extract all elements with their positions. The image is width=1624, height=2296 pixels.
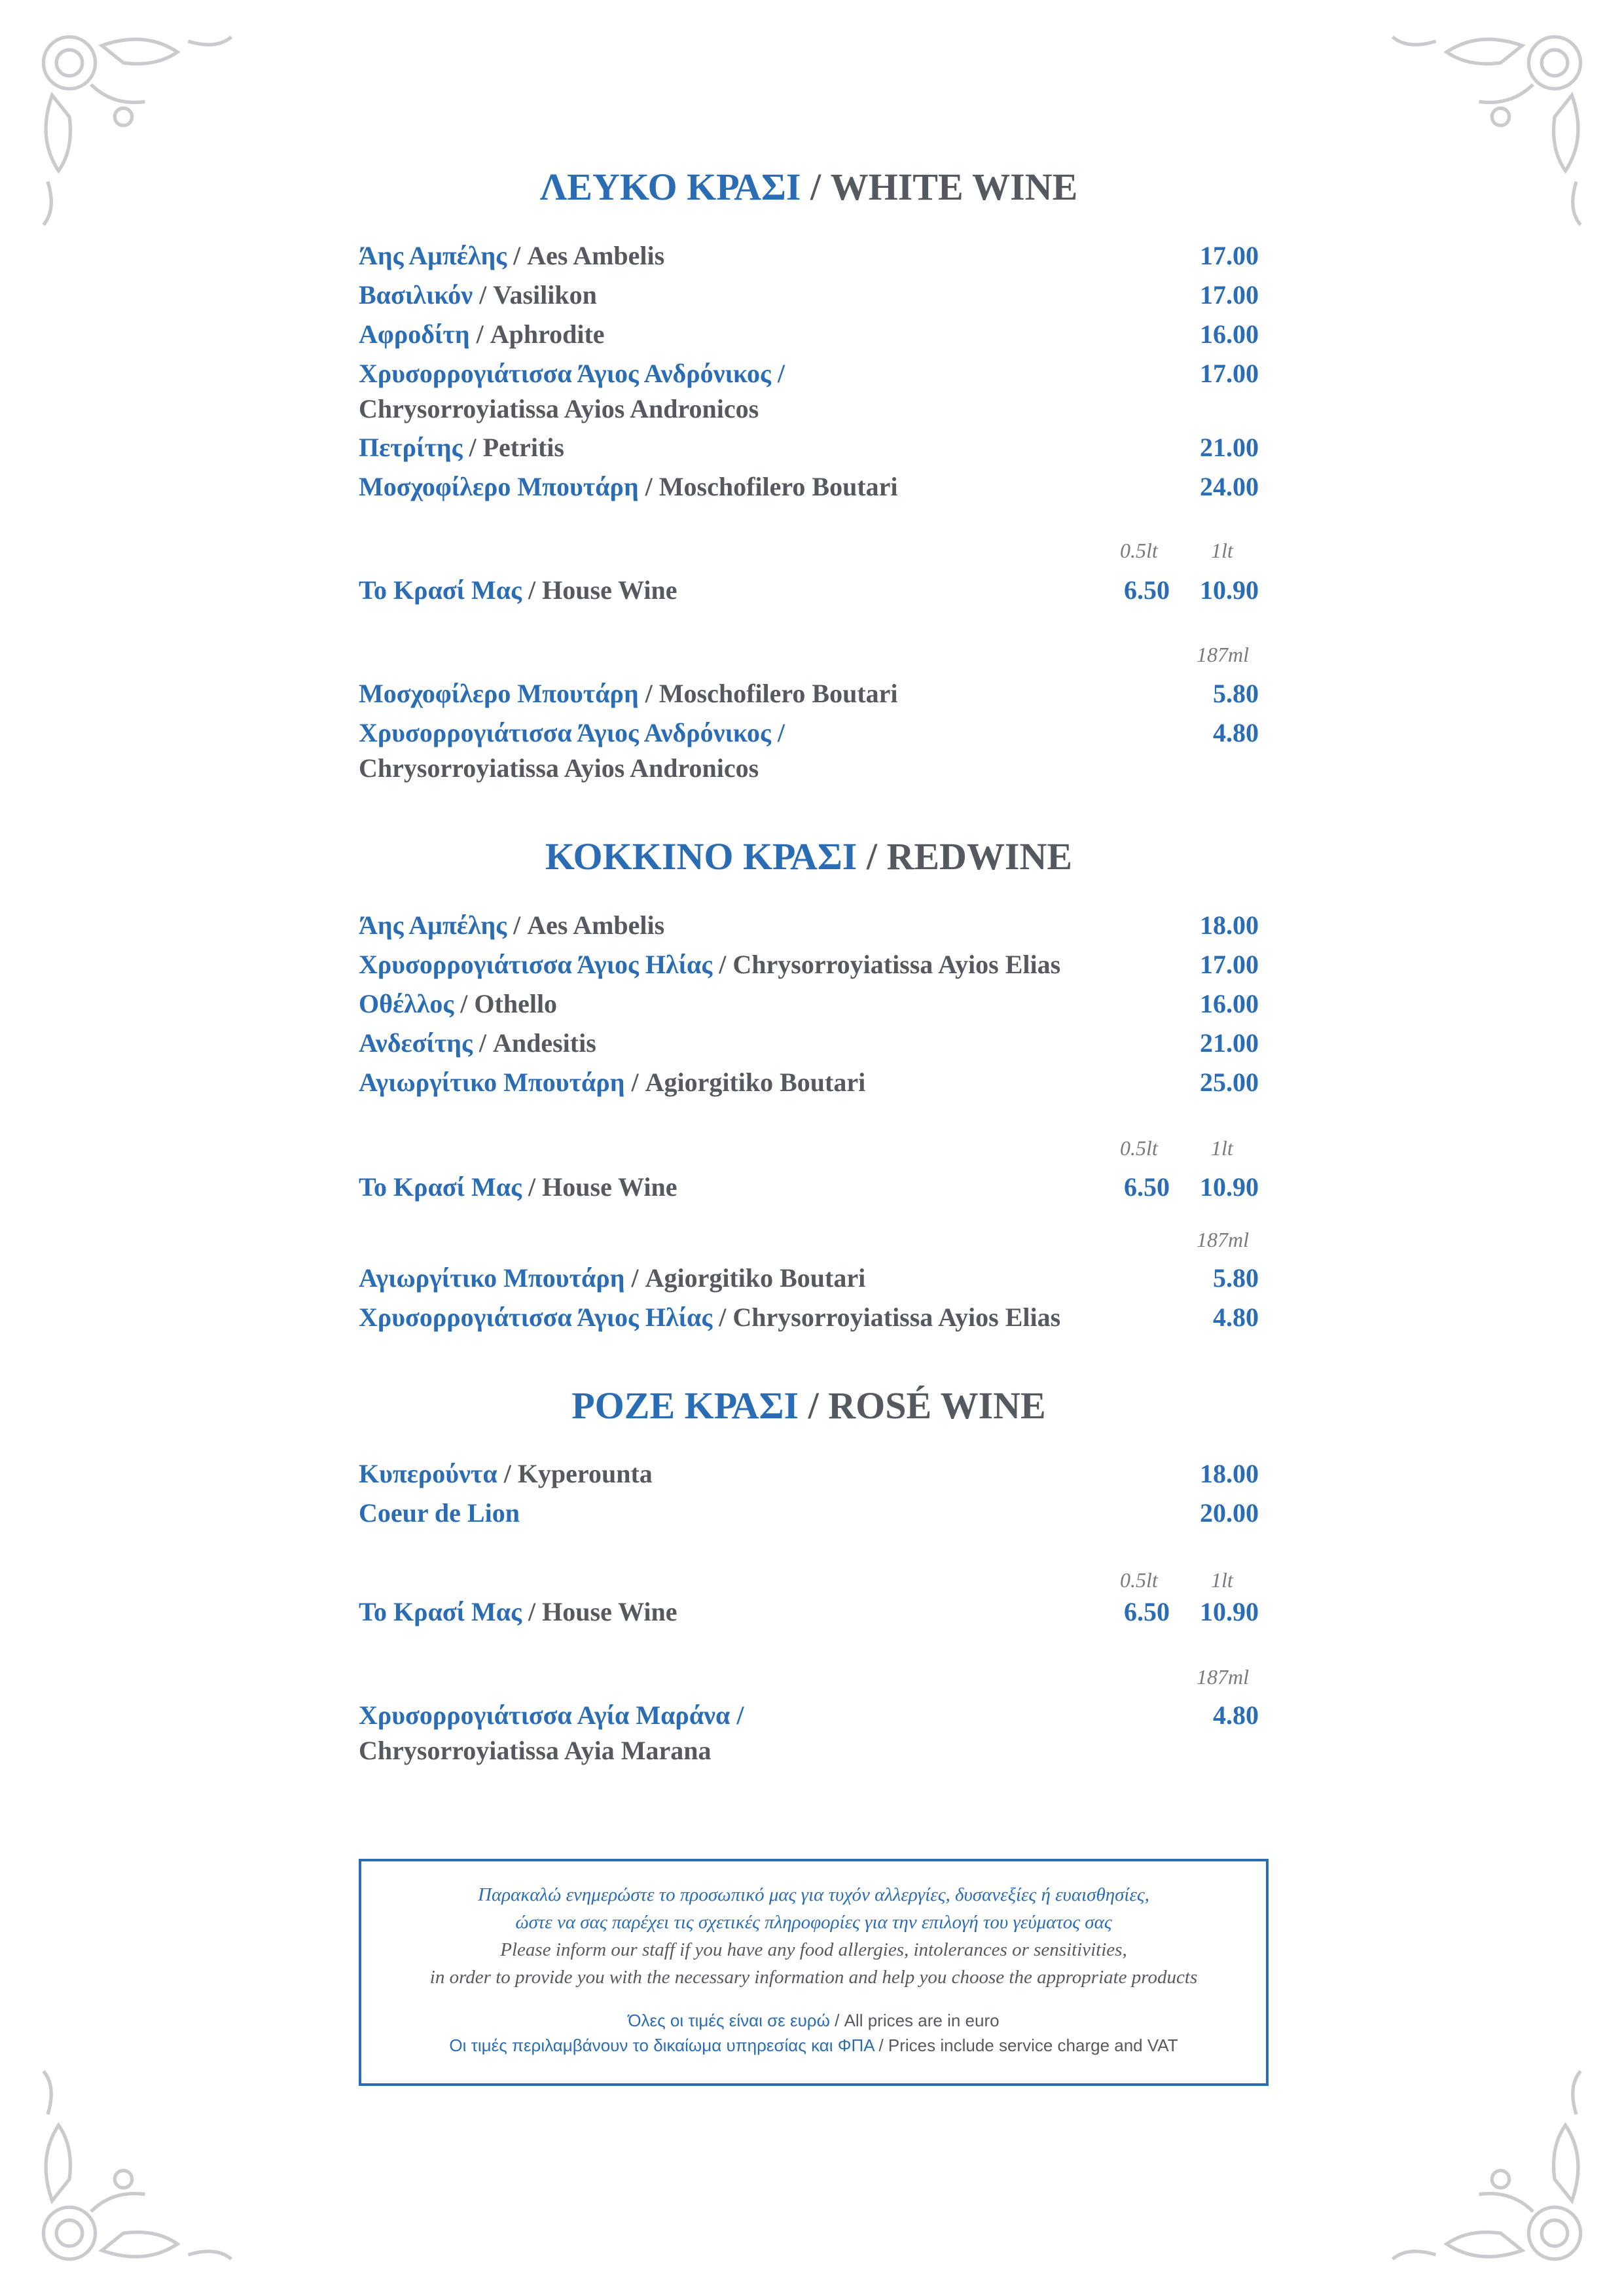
size-label: 1lt (1211, 1136, 1233, 1160)
size-label: 0.5lt (1120, 539, 1158, 562)
size-label: 187ml (1197, 1228, 1249, 1251)
allergy-notice (359, 1859, 1269, 2086)
corner-ornament-top-right-icon (1382, 20, 1598, 236)
prices-service: Οι τιμές περιλαμβάνουν το δικαίωμα υπηρεσίας και ΦΠΑ / Prices include service charge and VAT (449, 2036, 1178, 2055)
section-title-red: ΚΟΚΚΙΝΟ ΚΡΑΣΙ / REDWINE (545, 835, 1073, 878)
size-label: 187ml (1197, 1665, 1249, 1689)
prices-currency: Όλες οι τιμές είναι σε ευρώ / All prices are in euro (628, 2011, 1000, 2030)
size-label: 1lt (1211, 1568, 1233, 1592)
size-label: 187ml (1197, 643, 1249, 666)
corner-ornament-bottom-left-icon (26, 2060, 242, 2276)
size-label: 1lt (1211, 539, 1233, 562)
corner-ornament-top-left-icon (26, 20, 242, 236)
notice-en-line2: in order to provide you with the necessary information and help you choose the appropriate products (429, 1967, 1198, 1988)
size-label: 0.5lt (1120, 1568, 1158, 1592)
notice-gr-line2: ώστε να σας παρέχει τις σχετικές πληροφορίες για την επιλογή του γεύματος σας (515, 1912, 1112, 1933)
corner-ornament-bottom-right-icon (1382, 2060, 1598, 2276)
section-title-white: ΛΕΥΚΟ ΚΡΑΣΙ / WHITE WINE (539, 166, 1078, 208)
notice-en-line1: Please inform our staff if you have any food allergies, intolerances or sensitivities, (500, 1939, 1127, 1960)
size-label: 0.5lt (1120, 1136, 1158, 1160)
section-title-rose: ΡΟΖΕ ΚΡΑΣΙ / ROSÉ WINE (571, 1384, 1046, 1427)
notice-gr-line1: Παρακαλώ ενημερώστε το προσωπικό μας για τυχόν αλλεργίες, δυσανεξίες ή ευαισθησίες, (478, 1884, 1149, 1905)
